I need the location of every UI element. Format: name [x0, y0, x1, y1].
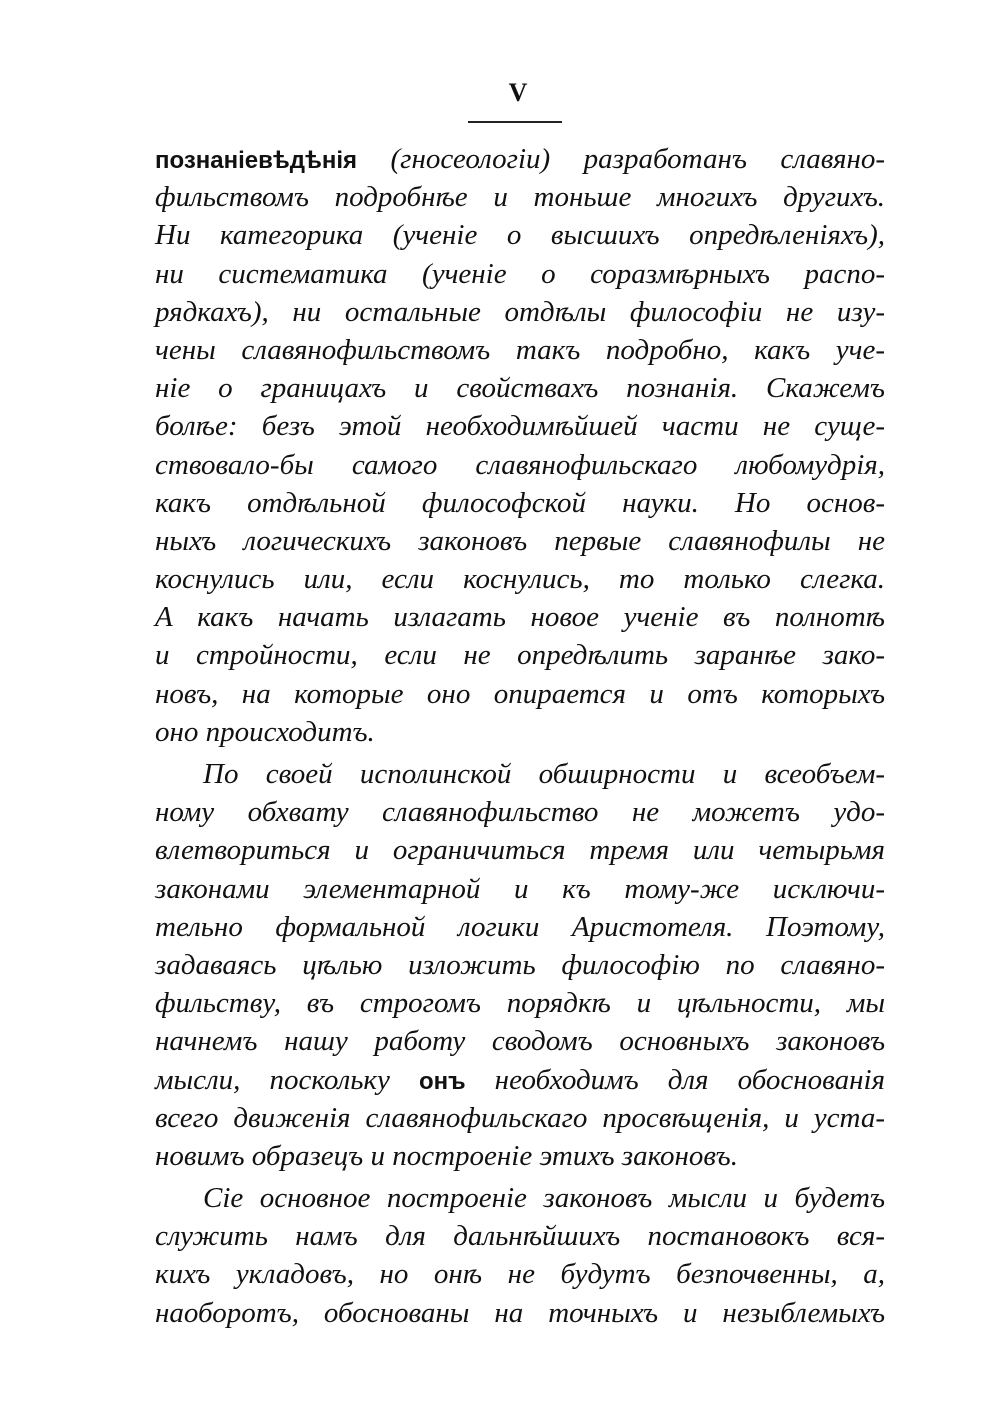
text-line: болѣе: безъ этой необходимѣйшей части не суще-	[155, 410, 885, 443]
bold-term: познаніевѣдѣнія	[155, 147, 358, 174]
text-line: чены славянофильствомъ такъ подробно, какъ уче-	[155, 333, 885, 366]
text-line	[155, 140, 885, 178]
text-line: коснулись или, если коснулись, то только слегка.	[155, 563, 885, 596]
text-line: По своей исполинской обширности и всеобъем-	[203, 758, 885, 790]
bold-term: онъ	[418, 1067, 466, 1095]
text-segment: (гносеологіи) разработанъ славяно-	[357, 143, 885, 175]
text-line: Ни категорика (ученіе о высшихъ опредѣленіяхъ),	[155, 219, 885, 252]
text-line: какъ отдѣльной философской науки. Но основ-	[155, 486, 885, 519]
text-line: ни систематика (ученіе о соразмѣрныхъ распо-	[155, 257, 885, 290]
page-number: V	[508, 78, 528, 107]
text-line: А какъ начать излагать новое ученіе въ полнотѣ	[155, 601, 885, 634]
text-line: оно происходитъ.	[155, 715, 375, 748]
body-text	[155, 140, 885, 1332]
text-line: тельно формальной логики Аристотеля. Поэтому,	[155, 910, 885, 943]
text-segment: мысли, поскольку	[155, 1063, 419, 1096]
header-rule	[468, 121, 562, 123]
text-line: ніе о границахъ и свойствахъ познанія. Скажемъ	[155, 372, 885, 405]
text-line: служить намъ для дальнѣйшихъ постановокъ вся-	[155, 1220, 885, 1253]
text-line: ствовало-бы самого славянофильскаго любомудрія,	[155, 448, 885, 481]
text-line: фильству, въ строгомъ порядкѣ и цѣльности, мы	[155, 987, 885, 1020]
text-line: Сіе основное построеніе законовъ мысли и будетъ	[203, 1182, 885, 1215]
paragraph	[155, 140, 885, 751]
text-line: новъ, на которые оно опирается и отъ которыхъ	[155, 677, 885, 710]
text-line: рядкахъ), ни остальные отдѣлы философіи не изу-	[155, 295, 885, 328]
text-line: ныхъ логическихъ законовъ первые славянофилы не	[155, 524, 885, 557]
text-line: кихъ укладовъ, но онѣ не будутъ безпочвенны, а,	[155, 1258, 885, 1291]
text-line: законами элементарной и къ тому-же исключи-	[155, 872, 885, 905]
paragraph	[155, 1179, 885, 1332]
text-line: задаваясь цѣлью изложить философію по славяно-	[155, 948, 885, 981]
text-line: новимъ образецъ и построеніе этихъ законовъ.	[155, 1139, 738, 1172]
text-line	[155, 1061, 885, 1099]
text-line: ному обхвату славянофильство не можетъ удо-	[155, 796, 885, 829]
text-line: влетвориться и ограничиться тремя или четырьмя	[155, 834, 885, 867]
text-line: наоборотъ, обоснованы на точныхъ и незыблемыхъ	[155, 1296, 885, 1329]
paragraph	[155, 755, 885, 1175]
text-line: начнемъ нашу работу сводомъ основныхъ законовъ	[155, 1025, 885, 1058]
text-line: всего движенія славянофильскаго просвѣщенія, и уста-	[155, 1101, 885, 1134]
text-line: фильствомъ подробнѣе и тоньше многихъ другихъ.	[155, 181, 885, 214]
text-line: и стройности, если не опредѣлить заранѣе зако-	[155, 639, 885, 672]
text-segment: необходимъ для обоснованія	[465, 1063, 885, 1096]
